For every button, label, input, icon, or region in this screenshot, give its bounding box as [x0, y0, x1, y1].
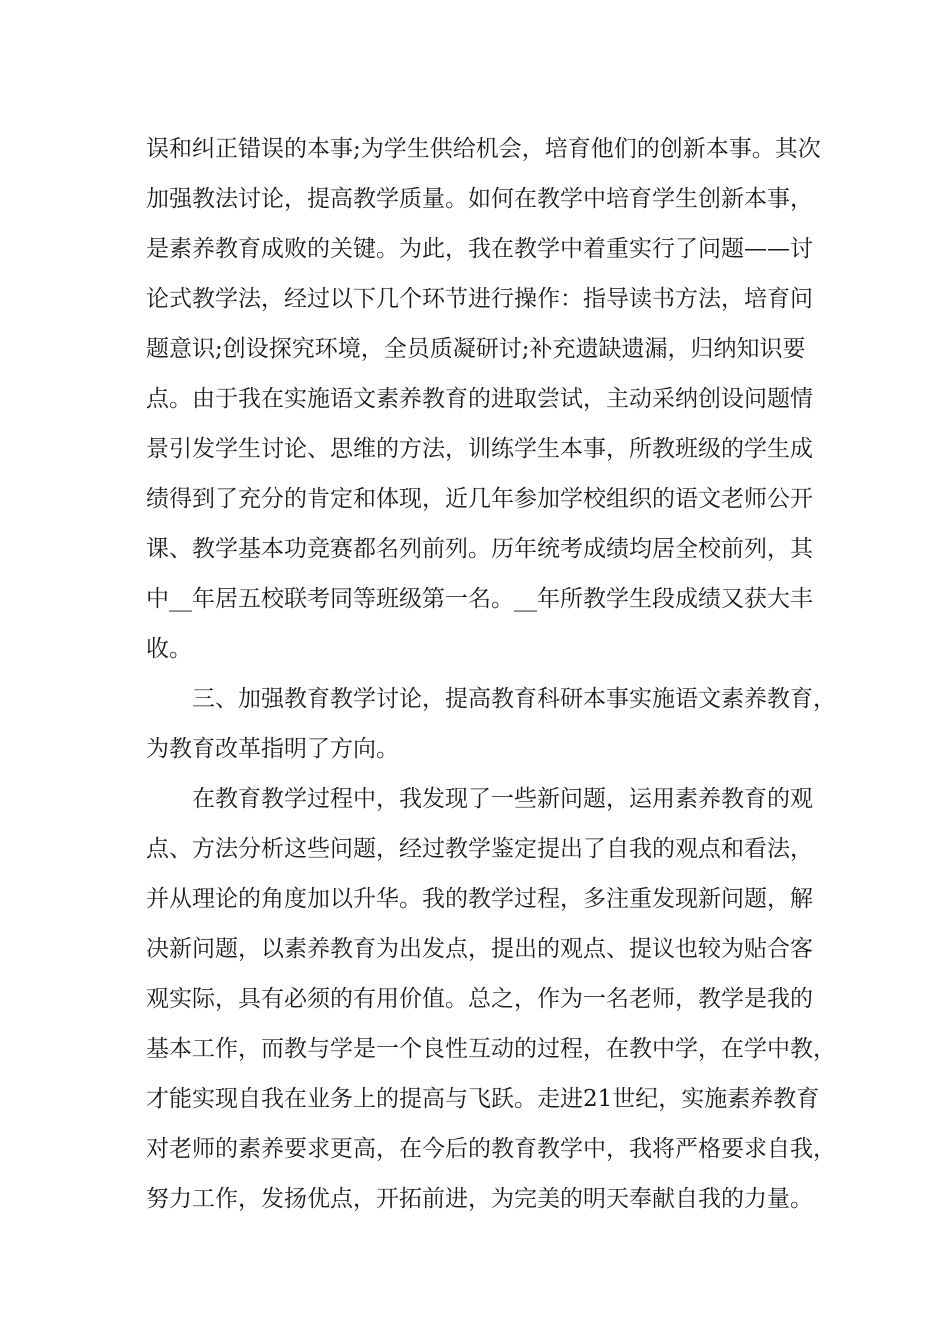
text-line: 误和纠正错误的本事;为学生供给机会，培育他们的创新本事。其次 — [146, 136, 821, 162]
text-line: 才能实现自我在业务上的提高与飞跃。走进21世纪，实施素养教育 — [146, 1086, 820, 1112]
text-line: 景引发学生讨论、思维的方法，训练学生本事，所教班级的学生成 — [146, 436, 813, 462]
text-line: 三、加强教育教学讨论，提高教育科研本事实施语文素养教育， — [192, 686, 836, 712]
text-line: 课、教学基本功竞赛都名列前列。历年统考成绩均居全校前列，其 — [146, 536, 813, 562]
text-line: 并从理论的角度加以升华。我的教学过程，多注重发现新问题，解 — [146, 886, 813, 912]
text-line: 点、方法分析这些问题，经过教学鉴定提出了自我的观点和看法， — [146, 836, 813, 862]
text-line: 论式教学法，经过以下几个环节进行操作：指导读书方法，培育问 — [146, 286, 813, 312]
text-line: 绩得到了充分的肯定和体现，近几年参加学校组织的语文老师公开 — [146, 486, 813, 512]
paragraph — [146, 674, 836, 774]
text-line: 题意识;创设探究环境，全员质凝研讨;补充遗缺遗漏，归纳知识要 — [146, 336, 806, 362]
text-line: 点。由于我在实施语文素养教育的进取尝试，主动采纳创设问题情 — [146, 386, 813, 412]
text-line: 中__年居五校联考同等班级第一名。__年所教学生段成绩又获大丰 — [146, 586, 813, 612]
paragraph — [146, 124, 826, 674]
text-line: 加强教法讨论，提高教学质量。如何在教学中培育学生创新本事， — [146, 186, 813, 212]
text-line: 为教育改革指明了方向。 — [146, 736, 399, 762]
body-text — [146, 124, 836, 1224]
text-line: 收。 — [146, 636, 192, 662]
text-line: 在教育教学过程中，我发现了一些新问题，运用素养教育的观 — [192, 786, 813, 812]
text-line: 决新问题，以素养教育为出发点，提出的观点、提议也较为贴合客 — [146, 936, 813, 962]
text-line: 观实际，具有必须的有用价值。总之，作为一名老师，教学是我的 — [146, 986, 813, 1012]
text-line: 基本工作，而教与学是一个良性互动的过程，在教中学，在学中教， — [146, 1036, 836, 1062]
text-line: 对老师的素养要求更高，在今后的教育教学中，我将严格要求自我， — [146, 1136, 836, 1162]
text-line: 是素养教育成败的关键。为此，我在教学中着重实行了问题——讨 — [146, 236, 813, 262]
text-line: 努力工作，发扬优点，开拓前进，为完美的明天奉献自我的力量。 — [146, 1186, 813, 1212]
paragraph — [146, 774, 836, 1224]
